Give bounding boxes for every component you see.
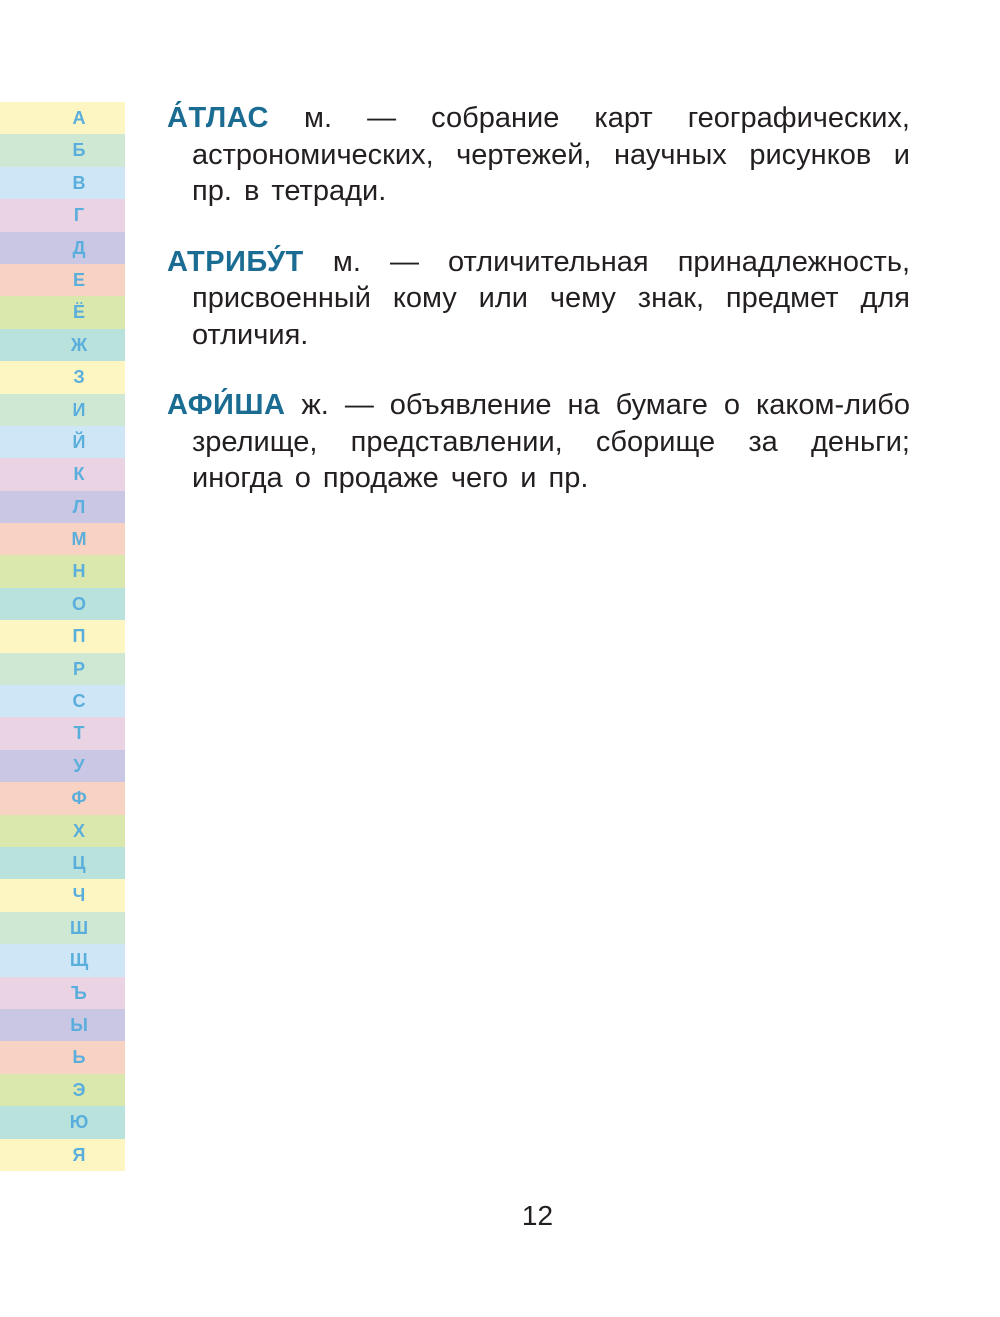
entry-headword: АТРИБУ́Т (167, 245, 304, 278)
alphabet-letter: Д (0, 232, 125, 264)
alphabet-letter: Ш (0, 912, 125, 944)
alphabet-letter: И (0, 394, 125, 426)
alphabet-letter: Х (0, 815, 125, 847)
alphabet-letter: Г (0, 199, 125, 231)
alphabet-letter: З (0, 361, 125, 393)
alphabet-letter: Ё (0, 296, 125, 328)
alphabet-index (0, 102, 125, 1171)
alphabet-letter: Е (0, 264, 125, 296)
entry-definition: м. — отличительная принадлежность, присвоенный кому или чему знак, предмет для отличия. (192, 245, 910, 351)
alphabet-letter: В (0, 167, 125, 199)
alphabet-letter: М (0, 523, 125, 555)
alphabet-letter: У (0, 750, 125, 782)
alphabet-letter: Н (0, 555, 125, 587)
alphabet-letter: П (0, 620, 125, 652)
alphabet-letter: Т (0, 717, 125, 749)
alphabet-letter: Ж (0, 329, 125, 361)
alphabet-letter: К (0, 458, 125, 490)
dictionary-entries (167, 100, 910, 531)
alphabet-letter: Й (0, 426, 125, 458)
alphabet-letter: Л (0, 491, 125, 523)
alphabet-letter: Ч (0, 879, 125, 911)
alphabet-letter: Р (0, 653, 125, 685)
alphabet-letter: Ь (0, 1041, 125, 1073)
alphabet-letter: С (0, 685, 125, 717)
alphabet-letter: Э (0, 1074, 125, 1106)
dictionary-entry (167, 244, 910, 354)
entry-definition: ж. — объявление на бумаге о каком-либо зрелище, представлении, сборище за деньги; иногда о продаже чего и пр. (192, 389, 911, 494)
entry-definition: м. — собрание карт географических, астрономических, чертежей, научных рисунков и пр. в тетради. (192, 102, 910, 207)
entry-headword: АФИ́ША (167, 389, 286, 421)
page-number: 12 (521, 1200, 554, 1231)
alphabet-letter: Ц (0, 847, 125, 879)
alphabet-letter: О (0, 588, 125, 620)
alphabet-letter: Щ (0, 944, 125, 976)
alphabet-letter: Ф (0, 782, 125, 814)
alphabet-letter: Ъ (0, 977, 125, 1009)
alphabet-letter: А (0, 102, 125, 134)
dictionary-entry (167, 387, 910, 497)
dictionary-entry (167, 100, 910, 210)
entry-headword: А́ТЛАС (167, 102, 269, 134)
alphabet-letter: Я (0, 1139, 125, 1171)
alphabet-letter: Ю (0, 1106, 125, 1138)
alphabet-letter: Б (0, 134, 125, 166)
alphabet-letter: Ы (0, 1009, 125, 1041)
